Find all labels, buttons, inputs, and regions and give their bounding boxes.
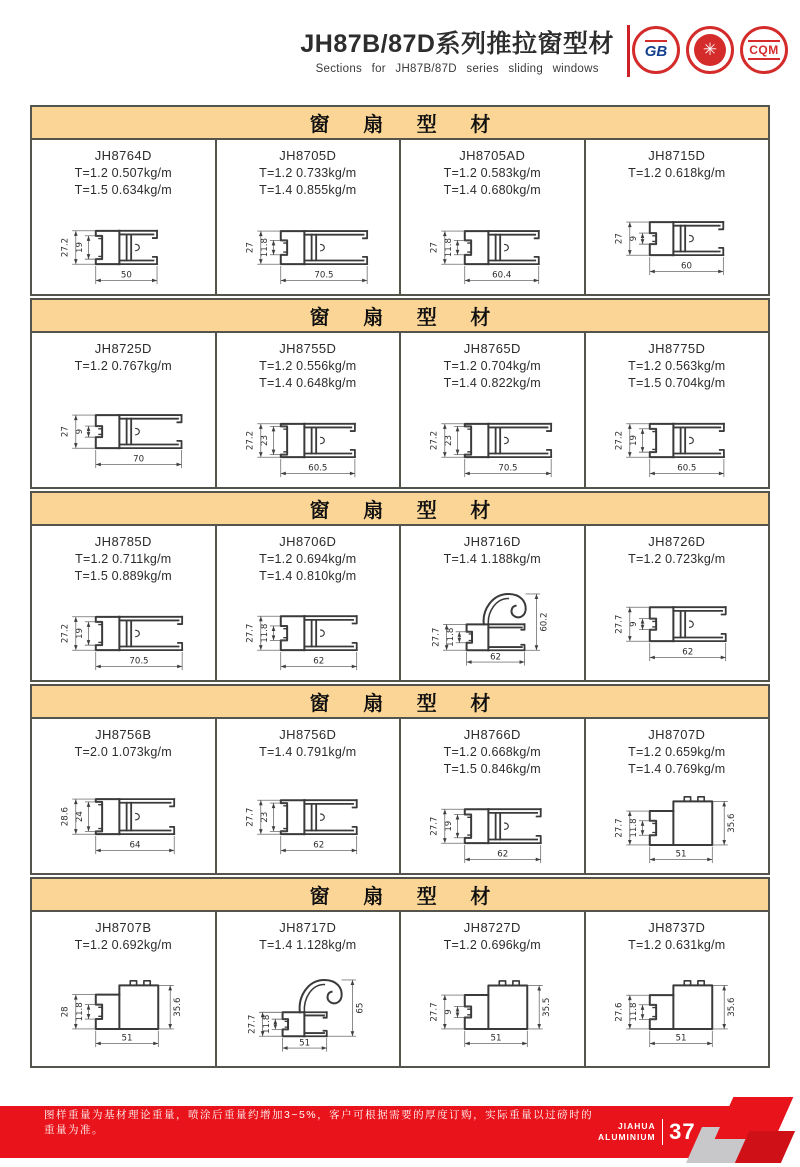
svg-text:35.6: 35.6: [726, 813, 737, 833]
profile-cell: [586, 333, 769, 487]
profile-code: JH8705AD: [459, 148, 526, 163]
profile-code: JH8737D: [648, 920, 706, 935]
profile-cell: [32, 526, 217, 680]
profile-code: JH8785D: [94, 534, 152, 549]
profile-specs: [444, 549, 541, 566]
svg-text:27.2: 27.2: [245, 430, 256, 451]
svg-text:11.8: 11.8: [628, 1002, 639, 1022]
svg-text:35.5: 35.5: [542, 997, 553, 1017]
drawing-wrap: [217, 583, 400, 681]
drawing-wrap: [401, 952, 584, 1066]
profile-specs: [628, 356, 725, 390]
profile-drawing: [224, 197, 392, 295]
svg-text:24: 24: [75, 811, 86, 823]
drawing-wrap: [217, 952, 400, 1066]
profile-specs: [75, 163, 172, 197]
drawing-wrap: [217, 390, 400, 488]
profile-specs: [444, 742, 541, 776]
profile-drawing: [408, 390, 576, 488]
section-body: [30, 526, 770, 682]
footer-note: 图样重量为基材理论重量，喷涂后重量约增加3~5%，客户可根据需要的厚度订购，实际重量以过磅时的重量为准。: [44, 1109, 594, 1136]
spec-line: T=1.2 0.694kg/m: [259, 552, 357, 566]
page-subtitle: Sections for JH87B/87D series sliding windows: [315, 63, 599, 75]
svg-text:23: 23: [259, 811, 270, 823]
svg-text:19: 19: [444, 820, 455, 832]
profile-code: JH8756B: [95, 727, 152, 742]
svg-text:23: 23: [444, 435, 455, 446]
profile-cell: [586, 912, 769, 1066]
profile-drawing: [593, 960, 761, 1058]
page-number: 37: [669, 1118, 696, 1144]
spec-line: T=1.2 0.704kg/m: [443, 359, 541, 373]
cqm-logo-text: CQM: [748, 40, 780, 60]
svg-text:51: 51: [675, 849, 687, 860]
profile-drawing: [39, 767, 207, 865]
svg-text:27: 27: [614, 233, 625, 245]
svg-text:11.8: 11.8: [261, 1014, 272, 1034]
page-footer: [0, 1096, 800, 1167]
svg-text:27.7: 27.7: [245, 623, 256, 643]
page-title: JH87B/87D系列推拉窗型材: [300, 30, 614, 58]
section-body: [30, 912, 770, 1068]
profile-section: [30, 877, 770, 1068]
svg-text:35.6: 35.6: [726, 997, 737, 1017]
profile-code: JH8705D: [279, 148, 337, 163]
svg-text:70.5: 70.5: [129, 656, 149, 667]
svg-text:51: 51: [675, 1033, 687, 1044]
svg-text:27.7: 27.7: [431, 627, 442, 647]
drawing-wrap: [401, 776, 584, 874]
svg-text:64: 64: [129, 840, 141, 851]
spec-line: T=1.2 0.618kg/m: [628, 166, 726, 180]
svg-text:27.7: 27.7: [429, 816, 440, 836]
spec-line: T=1.2 0.631kg/m: [628, 938, 726, 952]
profile-code: JH8727D: [463, 920, 521, 935]
svg-text:9: 9: [75, 428, 86, 435]
spec-line: T=1.5 0.846kg/m: [443, 762, 541, 776]
svg-text:27.7: 27.7: [245, 807, 256, 827]
flower-glyph: ✳: [694, 34, 726, 66]
profile-specs: [444, 356, 541, 390]
profile-code: JH8726D: [648, 534, 706, 549]
spec-line: T=1.2 0.692kg/m: [74, 938, 172, 952]
svg-text:51: 51: [490, 1033, 502, 1044]
brand-line1: JIAHUA: [617, 1120, 656, 1131]
spec-line: T=2.0 1.073kg/m: [74, 745, 172, 759]
svg-text:9: 9: [628, 621, 639, 627]
svg-text:62: 62: [490, 652, 502, 663]
profile-cell: [32, 333, 217, 487]
svg-text:62: 62: [313, 840, 324, 851]
profile-cell: [401, 526, 586, 680]
gb-certification-icon: [632, 26, 680, 74]
profile-code: JH8707B: [95, 920, 152, 935]
profile-drawing: [593, 390, 761, 488]
sections-container: [30, 105, 770, 1070]
spec-line: T=1.4 0.791kg/m: [259, 745, 357, 759]
svg-text:27.2: 27.2: [60, 623, 71, 644]
profile-cell: [217, 526, 402, 680]
profile-code: JH8775D: [648, 341, 706, 356]
svg-text:9: 9: [628, 235, 639, 242]
spec-line: T=1.5 0.704kg/m: [628, 376, 726, 390]
profile-specs: [75, 742, 172, 759]
spec-line: T=1.4 1.128kg/m: [259, 938, 357, 952]
drawing-wrap: [586, 566, 769, 680]
section-title-bar: 窗 扇 型 材: [30, 684, 770, 719]
profile-drawing: [224, 583, 392, 681]
page-header: [0, 0, 800, 98]
drawing-wrap: [401, 566, 584, 680]
header-divider: [627, 25, 630, 77]
svg-text:27.7: 27.7: [614, 818, 625, 838]
profile-code: JH8716D: [463, 534, 521, 549]
section-body: [30, 333, 770, 489]
svg-text:35.6: 35.6: [173, 997, 184, 1017]
profile-drawing: [39, 960, 207, 1058]
quality-flower-icon: [686, 26, 734, 74]
profile-cell: [32, 140, 217, 294]
svg-text:51: 51: [298, 1038, 310, 1049]
drawing-wrap: [32, 759, 215, 873]
profile-code: JH8725D: [94, 341, 152, 356]
svg-text:11.8: 11.8: [446, 627, 457, 647]
svg-text:70: 70: [133, 454, 145, 465]
svg-text:70.5: 70.5: [498, 463, 518, 474]
profile-drawing: [39, 197, 207, 295]
drawing-wrap: [217, 197, 400, 295]
svg-text:27.6: 27.6: [614, 1002, 625, 1022]
profile-specs: [75, 935, 172, 952]
drawing-wrap: [401, 390, 584, 488]
profile-code: JH8764D: [94, 148, 152, 163]
svg-text:9: 9: [444, 1009, 455, 1015]
profile-specs: [259, 935, 356, 952]
svg-text:27.2: 27.2: [60, 237, 71, 258]
certification-logos: [632, 26, 788, 74]
section-body: [30, 719, 770, 875]
svg-text:62: 62: [497, 849, 509, 860]
svg-text:27.2: 27.2: [429, 430, 440, 451]
brand-name: [598, 1121, 656, 1142]
profile-code: JH8715D: [648, 148, 706, 163]
section-title-bar: 窗 扇 型 材: [30, 877, 770, 912]
spec-line: T=1.2 0.583kg/m: [443, 166, 541, 180]
profile-drawing: [408, 574, 576, 672]
drawing-wrap: [586, 390, 769, 488]
brand-block: [598, 1119, 696, 1145]
svg-text:11.8: 11.8: [259, 238, 270, 258]
spec-line: T=1.2 0.733kg/m: [259, 166, 357, 180]
profile-drawing: [224, 390, 392, 488]
drawing-wrap: [401, 197, 584, 295]
svg-text:60.2: 60.2: [539, 612, 550, 632]
profile-cell: [586, 526, 769, 680]
profile-drawing: [593, 776, 761, 874]
svg-text:60.5: 60.5: [307, 463, 328, 474]
profile-code: JH8755D: [279, 341, 337, 356]
profile-drawing: [593, 188, 761, 286]
section-body: [30, 140, 770, 296]
drawing-wrap: [32, 197, 215, 295]
profile-code: JH8756D: [279, 727, 337, 742]
drawing-wrap: [586, 952, 769, 1066]
profile-drawing: [39, 583, 207, 681]
svg-text:28.6: 28.6: [60, 807, 71, 827]
spec-line: T=1.2 0.723kg/m: [628, 552, 726, 566]
svg-text:27.7: 27.7: [614, 614, 625, 634]
profile-specs: [628, 935, 725, 952]
profile-specs: [628, 549, 725, 566]
spec-line: T=1.4 0.855kg/m: [259, 183, 357, 197]
profile-cell: [401, 912, 586, 1066]
profile-specs: [628, 163, 725, 180]
profile-specs: [259, 549, 356, 583]
profile-drawing: [39, 381, 207, 479]
profile-specs: [75, 356, 172, 373]
profile-drawing: [408, 197, 576, 295]
svg-text:27.7: 27.7: [247, 1014, 258, 1034]
spec-line: T=1.2 0.668kg/m: [443, 745, 541, 759]
spec-line: T=1.4 0.769kg/m: [628, 762, 726, 776]
svg-text:19: 19: [75, 242, 86, 253]
drawing-wrap: [32, 373, 215, 487]
profile-drawing: [224, 960, 392, 1058]
spec-line: T=1.2 0.563kg/m: [628, 359, 726, 373]
svg-text:11.8: 11.8: [628, 818, 639, 838]
drawing-wrap: [586, 776, 769, 874]
drawing-wrap: [32, 952, 215, 1066]
title-block: [300, 24, 614, 75]
section-title-bar: 窗 扇 型 材: [30, 491, 770, 526]
spec-line: T=1.4 0.822kg/m: [443, 376, 541, 390]
profile-drawing: [408, 776, 576, 874]
spec-line: T=1.2 0.767kg/m: [74, 359, 172, 373]
spec-line: T=1.2 0.696kg/m: [443, 938, 541, 952]
profile-drawing: [408, 960, 576, 1058]
profile-specs: [259, 163, 356, 197]
svg-text:27.2: 27.2: [614, 430, 625, 451]
profile-cell: [32, 719, 217, 873]
profile-section: [30, 105, 770, 296]
profile-code: JH8766D: [463, 727, 521, 742]
svg-text:50: 50: [121, 270, 133, 281]
svg-text:27: 27: [245, 242, 256, 254]
profile-specs: [444, 163, 541, 197]
profile-section: [30, 491, 770, 682]
spec-line: T=1.2 0.556kg/m: [259, 359, 357, 373]
profile-cell: [217, 333, 402, 487]
svg-text:62: 62: [682, 647, 693, 658]
spec-line: T=1.2 0.711kg/m: [75, 552, 172, 566]
svg-text:51: 51: [121, 1033, 133, 1044]
svg-text:23: 23: [259, 435, 270, 446]
profile-code: JH8707D: [648, 727, 706, 742]
profile-specs: [259, 742, 356, 759]
svg-text:11.8: 11.8: [259, 623, 270, 643]
profile-cell: [401, 719, 586, 873]
profile-cell: [32, 912, 217, 1066]
profile-code: JH8717D: [279, 920, 337, 935]
spec-line: T=1.5 0.889kg/m: [74, 569, 172, 583]
brand-line2: ALUMINIUM: [598, 1131, 656, 1142]
profile-drawing: [224, 767, 392, 865]
profile-code: JH8765D: [463, 341, 521, 356]
profile-cell: [586, 719, 769, 873]
spec-line: T=1.4 0.810kg/m: [259, 569, 357, 583]
svg-text:62: 62: [313, 656, 324, 667]
svg-text:11.8: 11.8: [75, 1002, 86, 1022]
profile-specs: [75, 549, 172, 583]
profile-cell: [401, 333, 586, 487]
svg-text:19: 19: [75, 628, 86, 639]
svg-text:28: 28: [60, 1006, 71, 1018]
cqm-certification-icon: [740, 26, 788, 74]
spec-line: T=1.5 0.634kg/m: [74, 183, 172, 197]
spec-line: T=1.4 0.680kg/m: [443, 183, 541, 197]
svg-text:19: 19: [628, 435, 639, 446]
profile-specs: [444, 935, 541, 952]
profile-cell: [217, 719, 402, 873]
drawing-wrap: [32, 583, 215, 681]
profile-section: [30, 684, 770, 875]
profile-specs: [628, 742, 725, 776]
svg-text:65: 65: [355, 1002, 366, 1014]
profile-code: JH8706D: [279, 534, 337, 549]
profile-cell: [586, 140, 769, 294]
section-title-bar: 窗 扇 型 材: [30, 298, 770, 333]
drawing-wrap: [217, 759, 400, 873]
profile-specs: [259, 356, 356, 390]
spec-line: T=1.4 0.648kg/m: [259, 376, 357, 390]
svg-text:60.5: 60.5: [676, 463, 697, 474]
profile-cell: [401, 140, 586, 294]
svg-text:27: 27: [60, 426, 71, 438]
profile-section: [30, 298, 770, 489]
svg-text:11.8: 11.8: [444, 238, 455, 258]
spec-line: T=1.2 0.659kg/m: [628, 745, 726, 759]
brand-separator: [662, 1119, 664, 1145]
svg-text:27.7: 27.7: [429, 1002, 440, 1022]
spec-line: T=1.2 0.507kg/m: [74, 166, 172, 180]
spec-line: T=1.4 1.188kg/m: [443, 552, 541, 566]
svg-text:70.5: 70.5: [314, 270, 334, 281]
profile-cell: [217, 912, 402, 1066]
profile-drawing: [593, 574, 761, 672]
svg-text:27: 27: [429, 242, 440, 254]
svg-text:60: 60: [680, 261, 692, 272]
gb-logo-text: GB: [645, 40, 668, 60]
svg-text:60.4: 60.4: [492, 270, 512, 281]
section-title-bar: 窗 扇 型 材: [30, 105, 770, 140]
drawing-wrap: [586, 180, 769, 294]
profile-cell: [217, 140, 402, 294]
